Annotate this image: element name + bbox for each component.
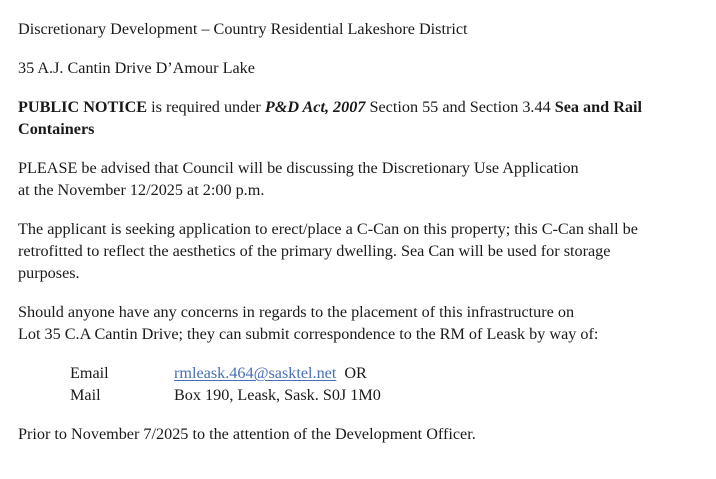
address-text: 35 A.J. Cantin Drive D’Amour Lake [18, 59, 255, 77]
applicant-description [18, 218, 708, 284]
public-notice-statement [18, 96, 708, 140]
heading-text: Discretionary Development – Country Residential Lakeshore District [18, 20, 468, 38]
property-address [18, 57, 708, 79]
act-reference: P&D Act, 2007 [264, 98, 366, 116]
notice-heading [18, 18, 708, 40]
applicant-line-2: retrofitted to reflect the aesthetics of the primary dwelling. Sea Can will be used for storage [18, 242, 611, 260]
concerns-line-1: Should anyone have any concerns in regards to the placement of this infrastructure on [18, 303, 575, 321]
deadline-text: Prior to November 7/2025 to the attention of the Development Officer. [18, 425, 476, 443]
mail-address: Box 190, Leask, Sask. S0J 1M0 [174, 386, 381, 404]
public-notice-document [18, 18, 708, 462]
email-link[interactable]: rmleask.464@sasktel.net [174, 364, 337, 382]
applicant-line-1: The applicant is seeking application to erect/place a C-Can on this property; this C-Can shall be [18, 220, 638, 238]
email-label: Email [70, 364, 109, 382]
email-row [18, 362, 708, 384]
mail-row [18, 384, 708, 406]
concerns-line-2: Lot 35 C.A Cantin Drive; they can submit correspondence to the RM of Leask by way of: [18, 325, 599, 343]
notice-text-2: Section 55 and Section 3.44 [365, 98, 555, 116]
email-value [174, 362, 367, 384]
or-text: OR [344, 364, 367, 382]
submission-deadline [18, 423, 708, 445]
advise-line-1: PLEASE be advised that Council will be discussing the Discretionary Use Application [18, 159, 579, 177]
advise-line-2: at the November 12/2025 at 2:00 p.m. [18, 181, 265, 199]
mail-label: Mail [70, 386, 101, 404]
subject-label-2: Containers [18, 120, 95, 138]
applicant-line-3: purposes. [18, 264, 80, 282]
notice-line-2 [18, 118, 708, 140]
notice-line-1 [18, 96, 708, 118]
public-notice-label: PUBLIC NOTICE [18, 98, 148, 116]
council-advisory [18, 157, 708, 201]
subject-label-1: Sea and Rail [554, 98, 642, 116]
contact-methods [18, 362, 708, 406]
notice-text-1: is required under [147, 98, 265, 116]
concerns-instructions [18, 301, 708, 345]
